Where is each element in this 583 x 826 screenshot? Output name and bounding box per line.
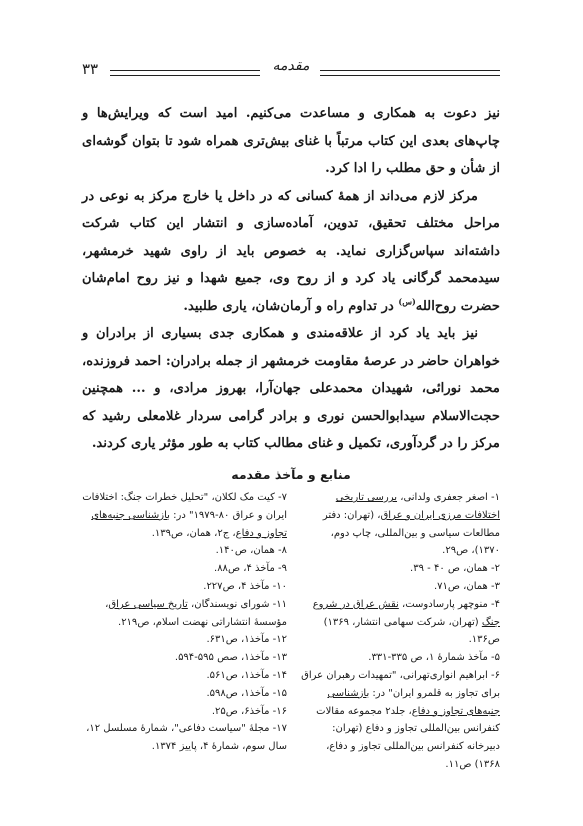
reference-text: ۲- همان، ص ۴۰ - ۳۹.	[410, 563, 500, 575]
reference-text: ۷- کیت مک لکلان، "تحلیل خطرات جنگ: اختلافات ایران و عراق ۸۰-۱۹۷۹" در:	[82, 492, 287, 521]
page-number: ۳۳	[82, 60, 99, 78]
paragraph-2-text-end: در تداوم راه و آرمان‌شان، یاری طلبید.	[183, 298, 399, 314]
header-rule-left	[110, 70, 260, 76]
reference-item	[300, 596, 500, 649]
reference-item	[300, 578, 500, 596]
reference-item	[82, 720, 287, 756]
sources-column-right	[300, 489, 500, 774]
reference-item	[82, 703, 287, 721]
reference-item	[82, 596, 287, 632]
reference-text: ۱- اصغر جعفری ولدانی،	[397, 492, 500, 503]
reference-text: ۸- همان، ص۱۴۰.	[215, 545, 287, 557]
reference-title: بازشناسی جنبه‌های تجاوز و دفاع	[91, 509, 287, 539]
reference-item	[82, 649, 287, 667]
paragraph-1: نیز دعوت به همکاری و مساعدت می‌کنیم. امید است که ویرایش‌ها و چاپ‌های بعدی این کتاب مرتباً با غنای بیش‌تری همراه شود تا بتوان گوشه‌ای از شأن و حق مطلب را ادا کرد.	[82, 106, 500, 176]
paragraph-3: نیز باید یاد کرد از علاقه‌مندی و همکاری جدی بسیاری از برادران و خواهران حاضر در عرصهٔ مقاومت خرمشهر از جمله برادران: احمد فروزنده، محمد نورائی، شهیدان محمدعلی جهان‌آرا، بهروز مرادی، و ... همچنین حجت‌الاسلام سیدابوالحسن نوری و برادر گرامی سردار غلامعلی رشید که مرکز را در گردآوری، تکمیل و غنای مطالب کتاب به طور مؤثر یاری کردند.	[82, 326, 500, 451]
reference-item	[82, 489, 287, 542]
reference-text: ۱۰- مآخذ ۴، ص۲۲۷.	[203, 580, 287, 592]
reference-item	[82, 560, 287, 578]
reference-item	[82, 667, 287, 685]
reference-text: ۱۳- مآخذ۱، صص ۵۹۵-۵۹۴.	[174, 652, 287, 664]
reference-item	[300, 667, 500, 774]
honorific-superscript: (س)	[398, 296, 416, 307]
paragraph-2-text: مرکز لازم می‌داند از همهٔ کسانی که در داخل یا خارج مرکز به نوعی در مراحل مختلف تحقیق، تدوین، آماده‌سازی و انتشار این کتاب شرکت داشته‌اند سپاس‌گزاری نماید. به خصوص باید از راوی شهید خرمشهر، سیدمحمد گرگانی یاد کرد و از روح وی، جمیع شهدا و نیز روح امام‌شان حضرت روح‌الله	[82, 188, 500, 314]
reference-text: ۱۶- مآخذ۶، ص۲۵.	[211, 705, 287, 717]
running-title: مقدمه	[272, 58, 310, 74]
reference-text: ، (تهران: دفتر مطالعات سیاسی و بین‌المللی، چاپ دوم، ۱۳۷۰)، ص۲۹.	[322, 509, 500, 557]
sources-column-left	[82, 489, 287, 756]
reference-item	[82, 631, 287, 649]
reference-item	[82, 578, 287, 596]
reference-item	[300, 489, 500, 560]
reference-text: ، مؤسسهٔ انتشاراتی نهضت اسلام، ص۲۱۹.	[105, 598, 287, 628]
paragraph-2	[82, 183, 500, 321]
reference-text: ۹- مآخذ ۴، ص۸۸.	[214, 563, 287, 575]
header-rule-right	[320, 70, 500, 76]
reference-text: ۱۵- مآخذ۱، ص۵۹۸.	[206, 687, 287, 699]
reference-text: ، ج۲، همان، ص۱۳۹.	[151, 527, 236, 539]
reference-text: ۱۱- شورای نویسندگان،	[187, 598, 287, 610]
reference-text: ۳- همان، ص۷۱.	[433, 580, 500, 592]
reference-item	[300, 649, 500, 667]
reference-title: تاریخ سیاسی عراق	[108, 598, 188, 610]
reference-title: نقش عراق در شروع جنگ	[312, 598, 500, 628]
reference-text: ۵- مآخذ شمارهٔ ۱، ص ۳۳۵-۳۳۱.	[368, 652, 500, 664]
reference-title: بررسی تاریخی اختلافات مرزی ایران و عراق	[335, 492, 500, 521]
sources-heading: منابع و مآخذ مقدمه	[231, 467, 351, 482]
reference-text: ۶- ابراهیم انواری‌تهرانی، "تمهیدات رهبران عراق برای تجاوز به قلمرو ایران" در:	[301, 669, 500, 699]
reference-text: ۴- منوچهر پارسادوست،	[398, 598, 500, 610]
reference-text: ۱۷- مجلهٔ "سیاست دفاعی"، شمارهٔ مسلسل ۱۲، سال سوم، شمارهٔ ۴، پاییز ۱۳۷۴.	[86, 723, 287, 753]
reference-item	[82, 542, 287, 560]
reference-item	[300, 560, 500, 578]
page-header	[82, 58, 500, 82]
reference-text: ۱۲- مآخذ۱، ص۶۳۱.	[206, 634, 287, 646]
reference-text: (تهران، شرکت سهامی انتشار، ۱۳۶۹) ص۱۳۶.	[323, 616, 500, 646]
body-text	[82, 100, 500, 458]
reference-title: بازشناسی جنبه‌های تجاوز و دفاع	[327, 687, 500, 717]
reference-text: ۱۴- مآخذ۱، ص۵۶۱.	[206, 669, 287, 681]
reference-item	[82, 685, 287, 703]
reference-text: ، جلد۲ مجموعه مقالات کنفرانس بین‌المللی تجاوز و دفاع (تهران: دبیرخانه کنفرانس بین‌المللی تجاوز و دفاع، ۱۳۶۸) ص۱۱.	[316, 705, 500, 770]
